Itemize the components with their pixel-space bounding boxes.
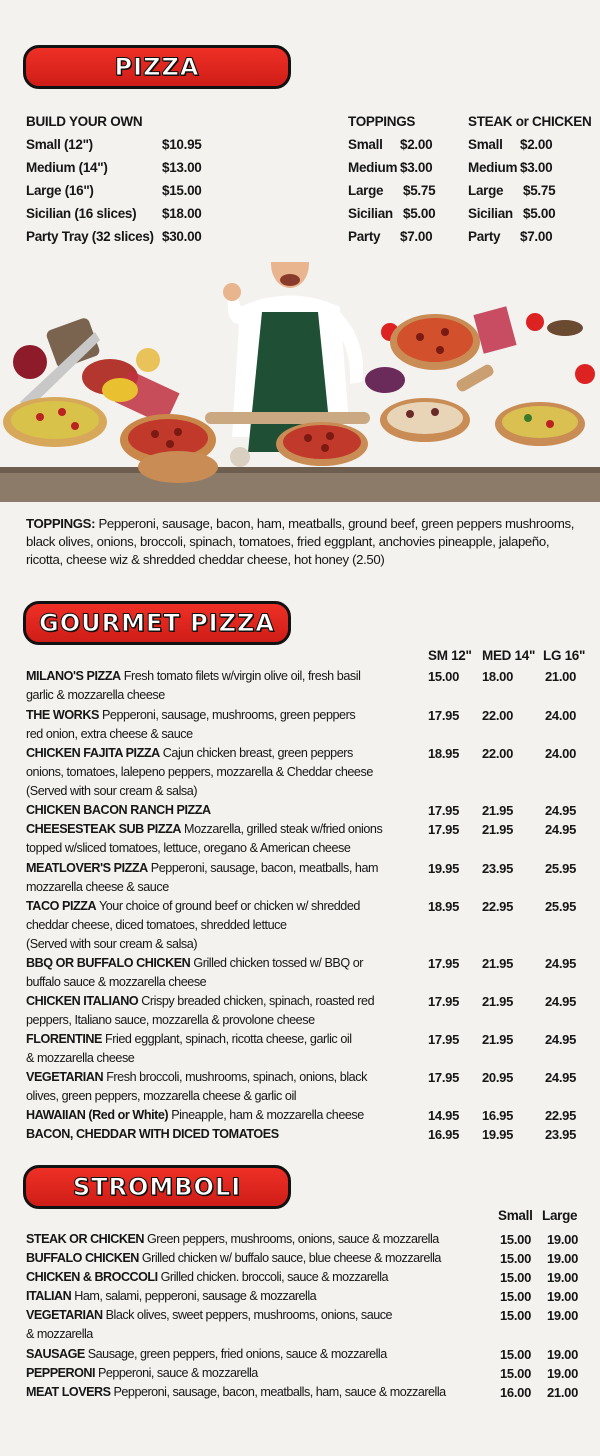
- column-header-medium: MED 14": [482, 648, 536, 663]
- item-price: 18.95: [428, 899, 460, 914]
- size-label: Sicilian: [468, 206, 513, 221]
- stromboli-title: STROMBOLI: [72, 1173, 242, 1201]
- toppings-heading: TOPPINGS: [348, 114, 416, 129]
- item-description: Pepperoni, sausage, mushrooms, green peppers: [98, 708, 356, 722]
- chef-pizza-illustration: [0, 262, 600, 502]
- item-price: 19.00: [547, 1251, 579, 1266]
- item-name: CHICKEN & BROCCOLI: [26, 1270, 158, 1284]
- size-label: Medium: [468, 160, 518, 175]
- item-description: (Served with sour cream & salsa): [26, 784, 198, 798]
- price-value: $2.00: [520, 137, 553, 152]
- item-description: Grilled chicken. broccoli, sauce & mozzarella: [157, 1270, 389, 1284]
- item-price: 21.95: [482, 994, 514, 1009]
- item-price: 17.95: [428, 956, 460, 971]
- price-row: [26, 179, 202, 202]
- item-price: 16.00: [500, 1385, 532, 1400]
- size-label: Large: [348, 183, 384, 198]
- price-value: $5.00: [403, 206, 436, 221]
- item-price: 15.00: [500, 1308, 532, 1323]
- item-description: Mozzarella, grilled steak w/fried onions: [181, 822, 383, 836]
- price-row: [348, 202, 436, 225]
- item-name: SAUSAGE: [26, 1347, 85, 1361]
- item-price: 14.95: [428, 1108, 460, 1123]
- stromboli-menu-item: [26, 1364, 496, 1383]
- gourmet-menu-item: [26, 801, 426, 820]
- item-description: Pepperoni, sauce & mozzarella: [94, 1366, 258, 1380]
- gourmet-menu-item: [26, 992, 426, 1030]
- item-description: topped w/sliced tomatoes, lettuce, oregano & American cheese: [26, 841, 351, 855]
- price-row: [468, 179, 591, 202]
- item-description: Grilled chicken tossed w/ BBQ or: [190, 956, 364, 970]
- stromboli-menu-item: [26, 1287, 496, 1306]
- item-name: CHICKEN FAJITA PIZZA: [26, 746, 160, 760]
- item-name: VEGETARIAN: [26, 1308, 103, 1322]
- item-description: Fresh broccoli, mushrooms, spinach, onions, black: [103, 1070, 367, 1084]
- center-pizza: [205, 412, 370, 467]
- item-price: 21.95: [482, 803, 514, 818]
- item-name: MILANO'S PIZZA: [26, 669, 121, 683]
- item-price: 22.00: [482, 708, 514, 723]
- item-price: 21.00: [545, 669, 577, 684]
- gourmet-menu-item: [26, 1068, 426, 1106]
- item-name: CHEESESTEAK SUB PIZZA: [26, 822, 181, 836]
- price-value: $15.00: [162, 183, 202, 198]
- gourmet-menu-item: [26, 820, 426, 858]
- item-price: 21.95: [482, 956, 514, 971]
- price-value: $5.75: [523, 183, 556, 198]
- item-description: Fried eggplant, spinach, ricotta cheese, garlic oil: [101, 1032, 352, 1046]
- item-description: & mozzarella cheese: [26, 1051, 135, 1065]
- price-row: [26, 225, 202, 248]
- size-label: Sicilian: [348, 206, 393, 221]
- item-price: 24.95: [545, 1032, 577, 1047]
- price-value: $2.00: [400, 137, 433, 152]
- stromboli-menu-item: [26, 1268, 496, 1287]
- item-description: Sausage, green peppers, fried onions, sauce & mozzarella: [84, 1347, 387, 1361]
- item-price: 20.95: [482, 1070, 514, 1085]
- stromboli-menu-item: [26, 1306, 496, 1344]
- item-price: 24.95: [545, 822, 577, 837]
- size-label: Party Tray (32 slices): [26, 229, 154, 244]
- item-price: 18.95: [428, 746, 460, 761]
- gourmet-menu-item: [26, 706, 426, 744]
- item-name: ITALIAN: [26, 1289, 72, 1303]
- price-value: $13.00: [162, 160, 202, 175]
- build-your-own-table: [26, 110, 202, 248]
- item-description: Ham, salami, pepperoni, sausage & mozzarella: [71, 1289, 317, 1303]
- size-label: Large (16"): [26, 183, 94, 198]
- item-description: cheddar cheese, diced tomatoes, shredded lettuce: [26, 918, 287, 932]
- build-your-own-heading: BUILD YOUR OWN: [26, 114, 143, 129]
- pizza-title: PIZZA: [114, 53, 200, 81]
- item-price: 19.95: [482, 1127, 514, 1142]
- steak-chicken-table: [468, 110, 591, 248]
- price-row: [468, 156, 591, 179]
- gourmet-pizza-title: GOURMET PIZZA: [39, 609, 275, 637]
- column-header-small: SM 12": [428, 648, 472, 663]
- item-price: 23.95: [482, 861, 514, 876]
- item-price: 15.00: [500, 1251, 532, 1266]
- price-row: [468, 202, 591, 225]
- price-value: $10.95: [162, 137, 202, 152]
- column-header-large: Large: [542, 1208, 578, 1223]
- item-price: 19.00: [547, 1347, 579, 1362]
- stromboli-menu-item: [26, 1230, 496, 1249]
- item-price: 25.95: [545, 861, 577, 876]
- item-name: CHICKEN BACON RANCH PIZZA: [26, 803, 211, 817]
- item-description: Pineapple, ham & mozzarella cheese: [168, 1108, 364, 1122]
- gourmet-menu-item: [26, 954, 426, 992]
- item-price: 24.00: [545, 708, 577, 723]
- toppings-list: [26, 515, 586, 569]
- item-description: olives, green peppers, mozzarella cheese & garlic oil: [26, 1089, 297, 1103]
- stromboli-menu-item: [26, 1345, 496, 1364]
- item-price: 15.00: [500, 1289, 532, 1304]
- gourmet-pizza-banner: [23, 601, 291, 645]
- stromboli-menu-item: [26, 1383, 496, 1402]
- steak-chicken-heading: STEAK or CHICKEN: [468, 114, 592, 129]
- item-description: buffalo sauce & mozzarella cheese: [26, 975, 207, 989]
- left-ingredients: [3, 317, 218, 483]
- item-name: PEPPERONI: [26, 1366, 95, 1380]
- item-description: Crispy breaded chicken, spinach, roasted red: [138, 994, 375, 1008]
- price-row: [468, 133, 591, 156]
- item-price: 18.00: [482, 669, 514, 684]
- stromboli-banner: [23, 1165, 291, 1209]
- price-row: [26, 156, 202, 179]
- item-description: garlic & mozzarella cheese: [26, 688, 165, 702]
- item-description: Pepperoni, sausage, bacon, meatballs, ham, sauce & mozzarella: [110, 1385, 446, 1399]
- price-value: $5.00: [523, 206, 556, 221]
- item-price: 24.95: [545, 956, 577, 971]
- item-price: 15.00: [500, 1232, 532, 1247]
- item-price: 15.00: [500, 1270, 532, 1285]
- size-label: Small (12"): [26, 137, 93, 152]
- item-price: 21.00: [547, 1385, 579, 1400]
- item-description: mozzarella cheese & sauce: [26, 880, 169, 894]
- item-price: 16.95: [482, 1108, 514, 1123]
- price-row: [348, 156, 433, 179]
- item-name: THE WORKS: [26, 708, 99, 722]
- gourmet-menu-item: [26, 1030, 426, 1068]
- size-label: Small: [468, 137, 503, 152]
- item-price: 22.95: [482, 899, 514, 914]
- price-row: [26, 133, 202, 156]
- item-name: MEATLOVER'S PIZZA: [26, 861, 148, 875]
- item-price: 17.95: [428, 1070, 460, 1085]
- item-description: & mozzarella: [26, 1327, 93, 1341]
- gourmet-menu-item: [26, 1106, 426, 1125]
- price-row: [348, 225, 433, 248]
- item-price: 17.95: [428, 708, 460, 723]
- pizza-banner: [23, 45, 291, 89]
- item-name: CHICKEN ITALIANO: [26, 994, 139, 1008]
- gourmet-menu-item: [26, 1125, 426, 1144]
- item-price: 25.95: [545, 899, 577, 914]
- column-header-large: LG 16": [543, 648, 586, 663]
- item-name: BUFFALO CHICKEN: [26, 1251, 139, 1265]
- item-price: 19.00: [547, 1289, 579, 1304]
- item-price: 21.95: [482, 1032, 514, 1047]
- price-value: $3.00: [400, 160, 433, 175]
- price-value: $30.00: [162, 229, 202, 244]
- item-name: HAWAIIAN (Red or White): [26, 1108, 169, 1122]
- price-value: $7.00: [400, 229, 433, 244]
- item-name: VEGETARIAN: [26, 1070, 104, 1084]
- item-price: 17.95: [428, 994, 460, 1009]
- item-description: Grilled chicken w/ buffalo sauce, blue cheese & mozzarella: [138, 1251, 441, 1265]
- item-name: BACON, CHEDDAR WITH DICED TOMATOES: [26, 1127, 279, 1141]
- price-value: $7.00: [520, 229, 553, 244]
- item-description: (Served with sour cream & salsa): [26, 937, 198, 951]
- item-price: 16.95: [428, 1127, 460, 1142]
- price-row: [348, 179, 436, 202]
- gourmet-menu-item: [26, 859, 426, 897]
- item-description: Black olives, sweet peppers, mushrooms, onions, sauce: [102, 1308, 393, 1322]
- item-description: Cajun chicken breast, green peppers: [159, 746, 353, 760]
- size-label: Party: [468, 229, 501, 244]
- item-name: BBQ OR BUFFALO CHICKEN: [26, 956, 191, 970]
- price-value: $3.00: [520, 160, 553, 175]
- item-price: 24.95: [545, 1070, 577, 1085]
- right-ingredients: [365, 306, 595, 446]
- item-price: 22.00: [482, 746, 514, 761]
- toppings-table: [348, 110, 436, 248]
- item-name: STEAK OR CHICKEN: [26, 1232, 144, 1246]
- item-price: 19.95: [428, 861, 460, 876]
- column-header-small: Small: [498, 1208, 533, 1223]
- item-description: Your choice of ground beef or chicken w/ shredded: [96, 899, 360, 913]
- gourmet-menu-item: [26, 897, 426, 954]
- toppings-text: Pepperoni, sausage, bacon, ham, meatballs, ground beef, green peppers mushrooms, black olives, onions, broccoli, spinach, tomatoes, fried eggplant, anchovies pineapple, jalapeño, ricotta, cheese wiz & shredded cheddar cheese, hot honey (2.50): [26, 516, 575, 567]
- gourmet-menu-item: [26, 744, 426, 801]
- item-description: Fresh tomato filets w/virgin olive oil, fresh basil: [120, 669, 361, 683]
- size-label: Small: [348, 137, 383, 152]
- item-description: Pepperoni, sausage, bacon, meatballs, ham: [147, 861, 379, 875]
- item-description: Green peppers, mushrooms, onions, sauce & mozzarella: [143, 1232, 439, 1246]
- size-label: Medium: [348, 160, 398, 175]
- item-price: 24.95: [545, 994, 577, 1009]
- price-row: [348, 133, 433, 156]
- price-value: $18.00: [162, 206, 202, 221]
- item-price: 24.00: [545, 746, 577, 761]
- price-row: [26, 202, 202, 225]
- size-label: Medium (14"): [26, 160, 108, 175]
- item-price: 19.00: [547, 1270, 579, 1285]
- item-name: FLORENTINE: [26, 1032, 102, 1046]
- item-price: 24.95: [545, 803, 577, 818]
- gourmet-menu-item: [26, 667, 426, 705]
- stromboli-menu-item: [26, 1249, 496, 1268]
- item-price: 15.00: [428, 669, 460, 684]
- item-description: onions, tomatoes, lalepeno peppers, mozzarella & Cheddar cheese: [26, 765, 373, 779]
- price-value: $5.75: [403, 183, 436, 198]
- price-row: [468, 225, 591, 248]
- toppings-label: TOPPINGS:: [26, 516, 96, 531]
- item-price: 17.95: [428, 1032, 460, 1047]
- size-label: Large: [468, 183, 504, 198]
- size-label: Party: [348, 229, 381, 244]
- item-price: 15.00: [500, 1347, 532, 1362]
- size-label: Sicilian (16 slices): [26, 206, 137, 221]
- item-description: red onion, extra cheese & sauce: [26, 727, 193, 741]
- item-name: TACO PIZZA: [26, 899, 97, 913]
- item-price: 19.00: [547, 1308, 579, 1323]
- item-price: 17.95: [428, 803, 460, 818]
- item-price: 22.95: [545, 1108, 577, 1123]
- item-price: 19.00: [547, 1366, 579, 1381]
- item-price: 17.95: [428, 822, 460, 837]
- item-description: peppers, Italiano sauce, mozzarella & provolone cheese: [26, 1013, 315, 1027]
- item-price: 15.00: [500, 1366, 532, 1381]
- item-price: 23.95: [545, 1127, 577, 1142]
- item-name: MEAT LOVERS: [26, 1385, 111, 1399]
- item-price: 19.00: [547, 1232, 579, 1247]
- item-price: 21.95: [482, 822, 514, 837]
